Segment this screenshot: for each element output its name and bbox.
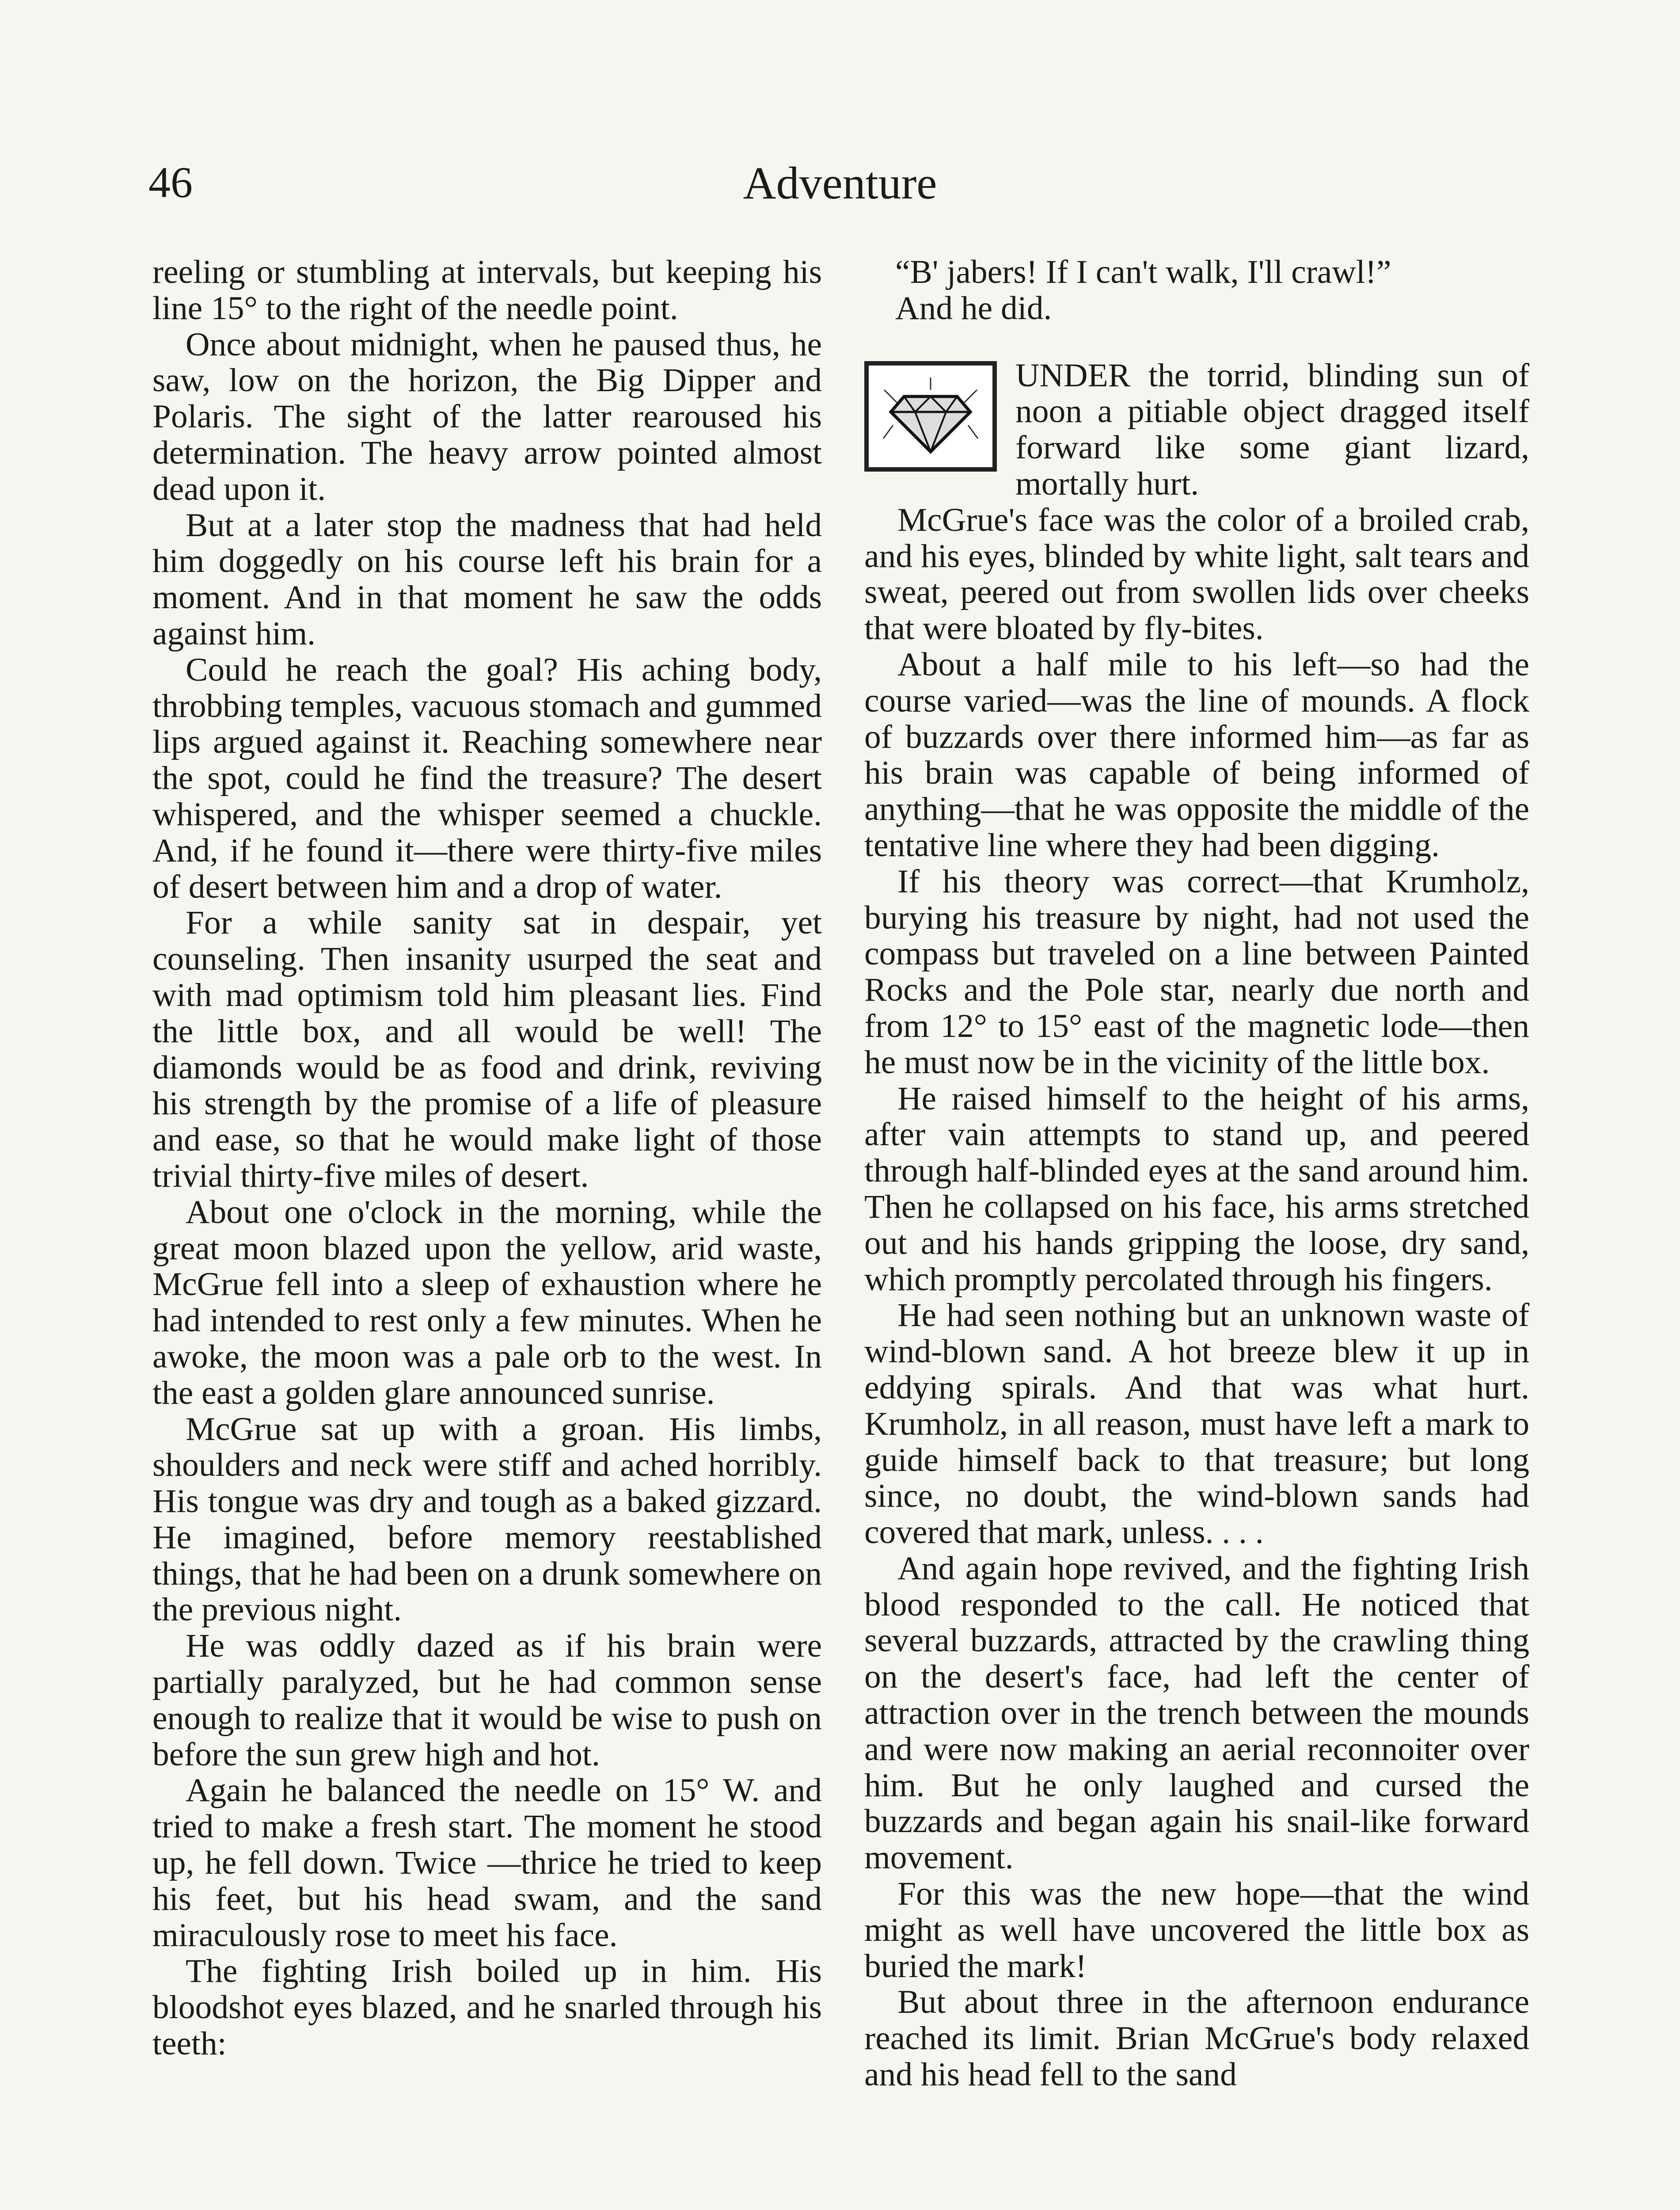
paragraph: Once about midnight, when he paused thus, he saw, low on the horizon, the Big Dipper and Polaris. The sight of the latter rearoused his determination. The heavy arrow pointed almost dead upon it. — [152, 326, 822, 507]
dialogue-line: “B' jabers! If I can't walk, I'll crawl!” — [895, 254, 1391, 290]
page-number: 46 — [148, 158, 193, 207]
running-title: Adventure — [743, 158, 937, 209]
paragraph: He had seen nothing but an unknown waste of wind-blown sand. A hot breeze blew it up in eddying spirals. And that was what hurt. Krumholz, in all reason, must have left a mark to guide himself back to that treasure; but long since, no doubt, the wind-blown sands had covered that mark, unless. . . . — [864, 1297, 1529, 1551]
dialogue-line: And he did. — [895, 290, 1052, 327]
paragraph: McGrue sat up with a groan. His limbs, shoulders and neck were stiff and ached horribly. His tongue was dry and tough as a baked gizzard. He imagined, before memory reestablished things, that he had been on a drunk somewhere on the previous night. — [152, 1410, 822, 1628]
paragraph: He was oddly dazed as if his brain were partially paralyzed, but he had common sense enough to realize that it would be wise to push on before the sun grew high and hot. — [152, 1627, 822, 1773]
paragraph: And again hope revived, and the fighting Irish blood responded to the call. He noticed that several buzzards, attracted by the crawling thing on the desert's face, had left the center of attraction over in the trench between the mounds and were now making an aerial reconnoiter over him. But he only laughed and cursed the buzzards and began again his snail-like forward movement. — [864, 1550, 1529, 1876]
paragraph: About one o'clock in the morning, while the great moon blazed upon the yellow, arid waste, McGrue fell into a sleep of exhaustion where he had intended to rest only a few minutes. When he awoke, the moon was a pale orb to the west. In the east a golden glare announced sunrise. — [152, 1193, 822, 1411]
diamond-icon — [864, 361, 997, 472]
right-column — [864, 254, 1529, 2093]
paragraph: He raised himself to the height of his arms, after vain attempts to stand up, and peered through half-blinded eyes at the sand around him. Then he collapsed on his face, his arms stretched out and his hands gripping the loose, dry sand, which promptly percolated through his fingers. — [864, 1080, 1529, 1298]
paragraph: Could he reach the goal? His aching body, throbbing temples, vacuous stomach and gummed lips argued against it. Reaching somewhere near the spot, could he find the treasure? The desert whispered, and the whisper seemed a chuckle. And, if he found it—there were thirty-five miles of desert between him and a drop of water. — [152, 651, 822, 905]
paragraph: But at a later stop the madness that had held him doggedly on his course left his brain for a moment. And in that moment he saw the odds against him. — [152, 507, 822, 652]
paragraph: If his theory was correct—that Krumholz, burying his treasure by night, had not used the compass but traveled on a line between Painted Rocks and the Pole star, nearly due north and from 12° to 15° east of the magnetic lode—then he must now be in the vicinity of the little box. — [864, 863, 1529, 1081]
paragraph: reeling or stumbling at intervals, but keeping his line 15° to the right of the needle point. — [152, 254, 822, 327]
section-lead: UNDER the torrid, blinding sun of noon a pitiable object dragged itself forward like some giant lizard, mortally hurt. — [1015, 357, 1529, 502]
paragraph: Again he balanced the needle on 15° W. and tried to make a fresh start. The moment he stood up, he fell down. Twice —thrice he tried to keep his feet, but his head swam, and the sand miraculously rose to meet his face. — [152, 1772, 822, 1954]
section-break — [864, 358, 1529, 502]
paragraph: About a half mile to his left—so had the course varied—was the line of mounds. A flock of buzzards over there informed him—as far as his brain was capable of being informed of anything—that he was opposite the middle of the tentative line where they had been digging. — [864, 646, 1529, 864]
paragraph: For this was the new hope—that the wind might as well have uncovered the little box as buried the mark! — [864, 1875, 1529, 1985]
left-column — [152, 254, 822, 2062]
paragraph: For a while sanity sat in despair, yet counseling. Then insanity usurped the seat and with mad optimism told him pleasant lies. Find the little box, and all would be well! The diamonds would be as food and drink, reviving his strength by the promise of a life of pleasure and ease, so that he would make light of those trivial thirty-five miles of desert. — [152, 904, 822, 1194]
paragraph: The fighting Irish boiled up in him. His bloodshot eyes blazed, and he snarled through his teeth: — [152, 1953, 822, 2062]
paragraph: McGrue's face was the color of a broiled crab, and his eyes, blinded by white light, salt tears and sweat, peered out from swollen lids over cheeks that were bloated by fly-bites. — [864, 501, 1529, 647]
paragraph: But about three in the afternoon endurance reached its limit. Brian McGrue's body relaxed and his head fell to the sand — [864, 1984, 1529, 2093]
